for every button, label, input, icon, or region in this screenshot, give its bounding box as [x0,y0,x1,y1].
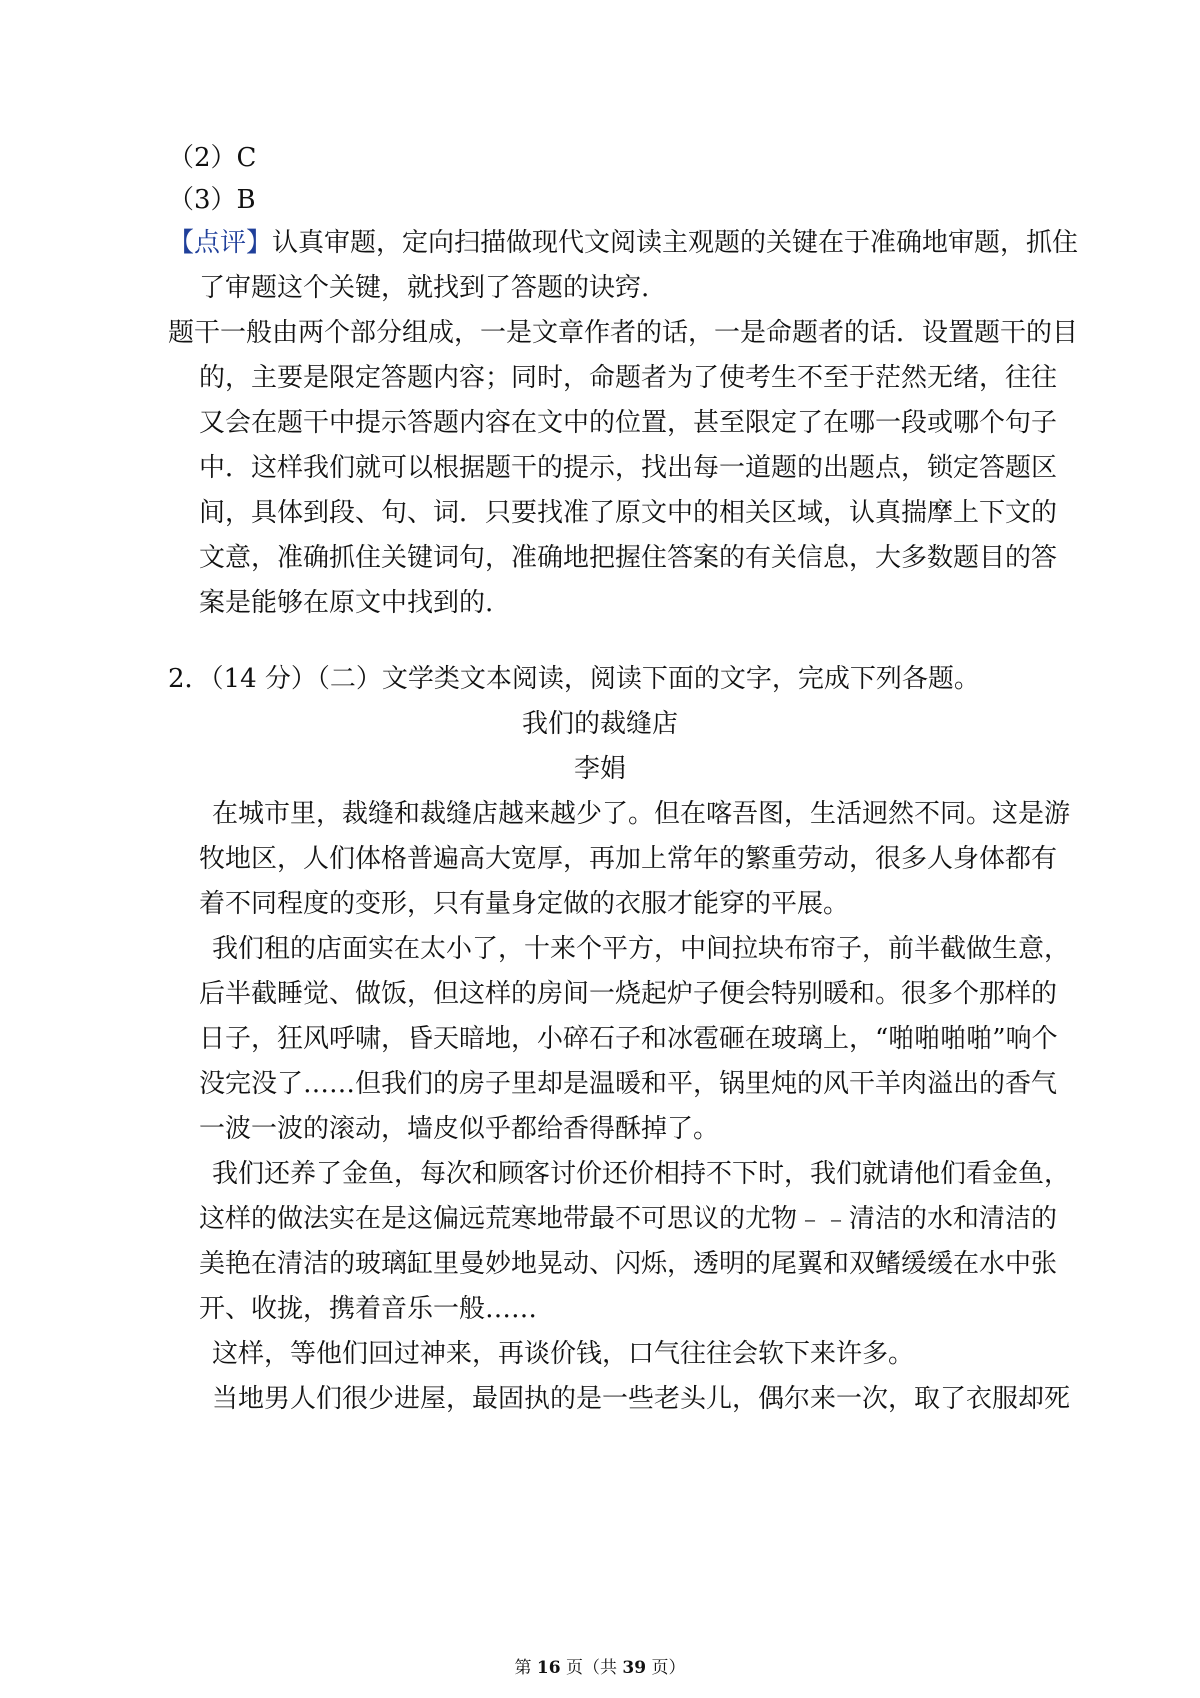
explanation-line: 间，具体到段、句、词．只要找准了原文中的相关区域，认真揣摩上下文的 [199,498,1058,528]
passage-line: 一波一波的滚动，墙皮似乎都给香得酥掉了。 [199,1114,720,1144]
passage-line: 这样的做法实在是这偏远荒寒地带最不可思议的尤物﹣﹣清洁的水和清洁的 [199,1204,1058,1234]
passage-line: 没完没了……但我们的房子里却是温暖和平，锅里炖的风干羊肉溢出的香气 [199,1069,1058,1099]
page-footer: 第 16 页（共 39 页） [514,1658,686,1678]
comment-tag: 【点评】 [168,228,273,258]
page-number: 16 [536,1658,561,1678]
passage-author: 李娟 [573,754,626,784]
passage-line: 美艳在清洁的玻璃缸里曼妙地晃动、闪烁，透明的尾翼和双鳍缓缓在水中张 [199,1249,1058,1279]
passage-line: 后半截睡觉、做饭，但这样的房间一烧起炉子便会特别暖和。很多个那样的 [199,979,1058,1009]
explanation-line: 的，主要是限定答题内容；同时，命题者为了使考生不至于茫然无绪，往往 [199,363,1058,393]
comment-text: 认真审题，定向扫描做现代文阅读主观题的关键在于准确地审题，抓住 [272,228,1079,258]
passage-line: 着不同程度的变形，只有量身定做的衣服才能穿的平展。 [199,889,850,919]
passage-line: 这样，等他们回过神来，再谈价钱，口气往往会软下来许多。 [212,1339,915,1369]
page-total: 39 [622,1658,647,1678]
comment-line-2: 了审题这个关键，就找到了答题的诀窍. [199,273,650,303]
passage-line: 当地男人们很少进屋，最固执的是一些老头儿，偶尔来一次，取了衣服却死 [212,1384,1071,1414]
passage-line: 牧地区，人们体格普遍高大宽厚，再加上常年的繁重劳动，很多人身体都有 [199,844,1058,874]
passage-line: 我们还养了金鱼，每次和顾客讨价还价相持不下时，我们就请他们看金鱼， [212,1159,1071,1189]
explanation-line: 又会在题干中提示答题内容在文中的位置，甚至限定了在哪一段或哪个句子 [199,408,1058,438]
question-stem: 2．（14 分）（二）文学类文本阅读，阅读下面的文字，完成下列各题。 [168,664,980,694]
answer-3: （3）B [168,185,256,215]
passage-line: 日子，狂风呼啸，昏天暗地，小碎石子和冰雹砸在玻璃上，“啪啪啪啪”响个 [199,1024,1058,1054]
comment-line-1 [168,223,1078,263]
explanation-line: 案是能够在原文中找到的. [199,588,494,618]
explanation-line: 中．这样我们就可以根据题干的提示，找出每一道题的出题点，锁定答题区 [199,453,1058,483]
passage-line: 在城市里，裁缝和裁缝店越来越少了。但在喀吾图，生活迥然不同。这是游 [212,799,1071,829]
answer-2: （2）C [168,143,257,173]
explanation-line: 文意，准确抓住关键词句，准确地把握住答案的有关信息，大多数题目的答 [199,543,1058,573]
passage-title: 我们的裁缝店 [521,709,678,739]
passage-line: 开、收拢，携着音乐一般…… [199,1294,538,1324]
passage-line: 我们租的店面实在太小了，十来个平方，中间拉块布帘子，前半截做生意， [212,934,1071,964]
explanation-line: 题干一般由两个部分组成，一是文章作者的话，一是命题者的话．设置题干的目 [168,318,1079,348]
